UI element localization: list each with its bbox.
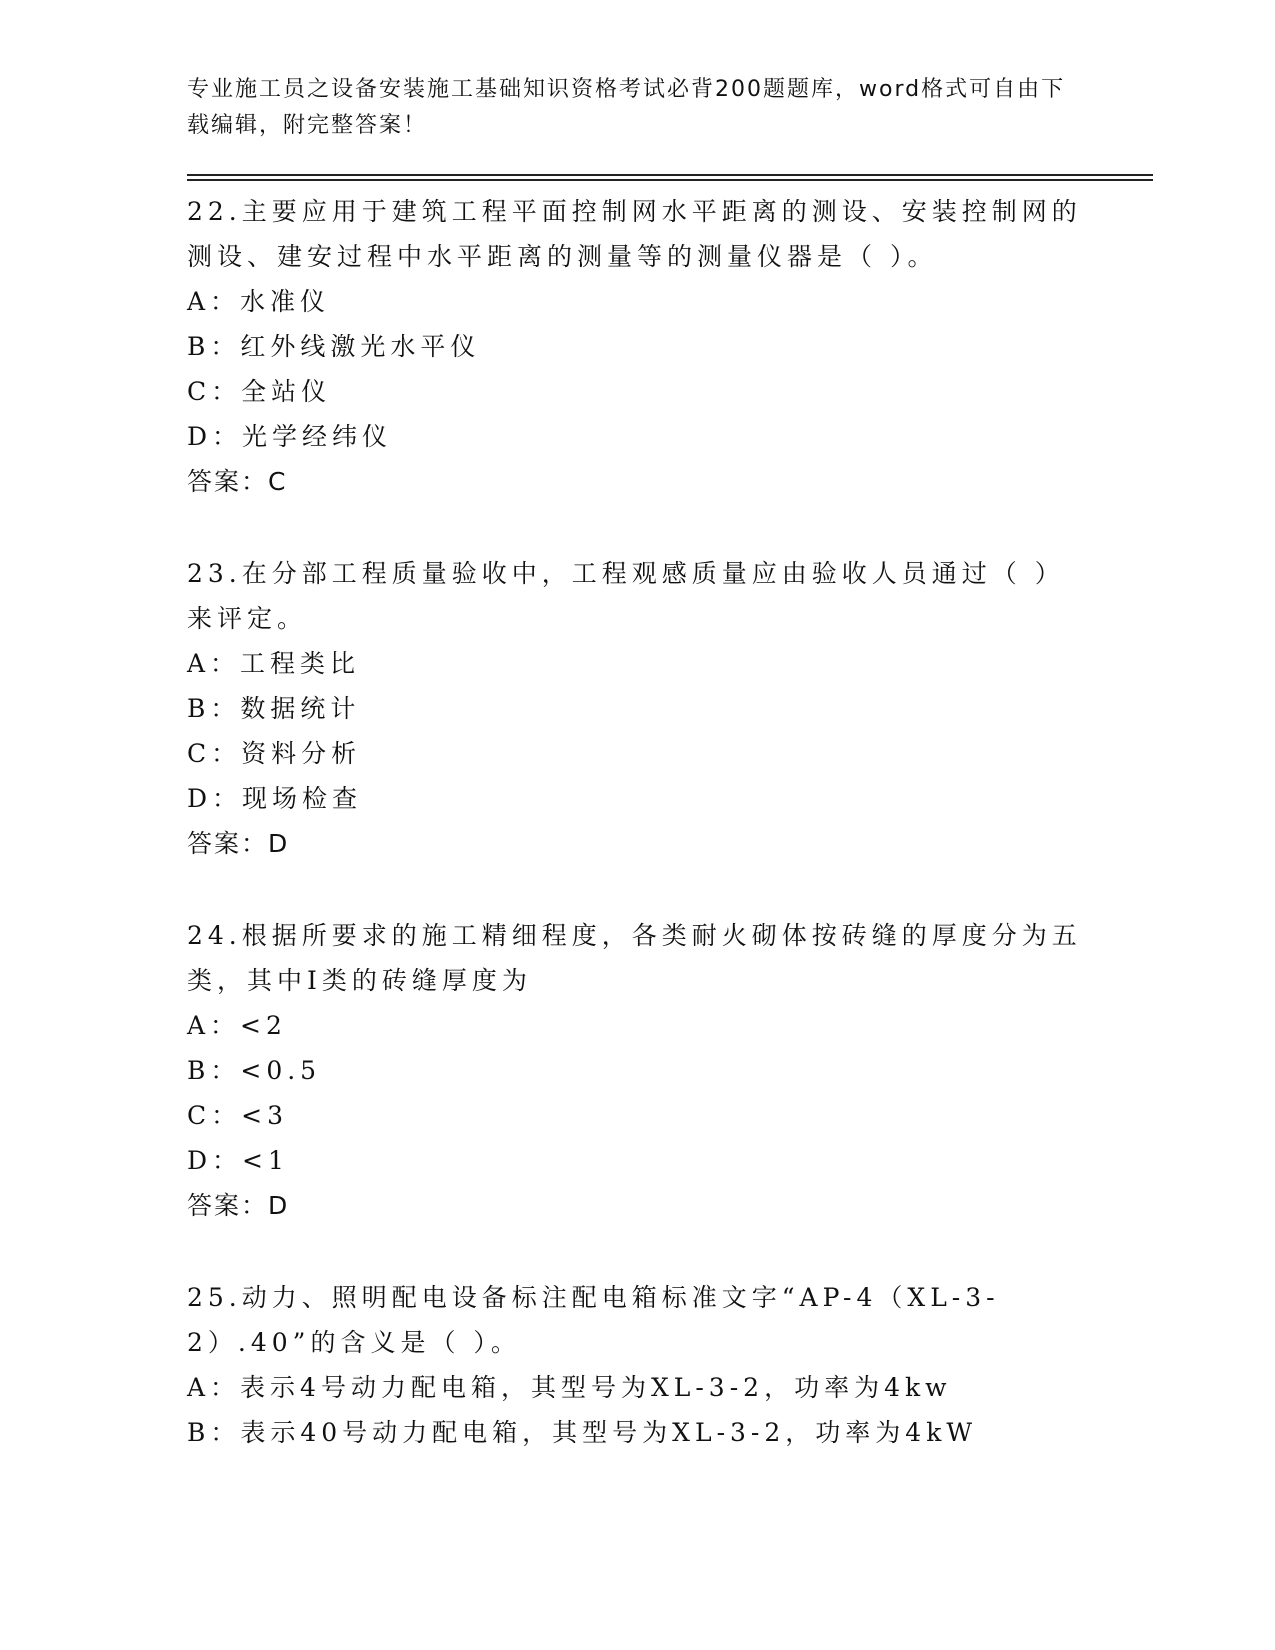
option-c: C：资料分析 [187, 739, 362, 768]
option-b: B：数据统计 [187, 694, 361, 723]
question-stem: 22.主要应用于建筑工程平面控制网水平距离的测设、安装控制网的测设、建安过程中水平距离的测量等的测量仪器是（ ）。 [187, 197, 1082, 271]
header-divider [187, 174, 1153, 181]
option-d: D：现场检查 [187, 784, 363, 813]
option-b: B：表示40号动力配电箱，其型号为XL-3-2，功率为4kW [187, 1418, 978, 1447]
document-page [187, 72, 1153, 1455]
question-stem: 24.根据所要求的施工精细程度，各类耐火砌体按砖缝的厚度分为五类，其中Ⅰ类的砖缝厚度为 [187, 921, 1082, 995]
question-22 [187, 189, 1153, 504]
option-a: A：水准仪 [187, 287, 331, 316]
option-a: A：<2 [187, 1011, 287, 1040]
option-c: C：全站仪 [187, 377, 332, 406]
question-23 [187, 551, 1153, 866]
question-25 [187, 1275, 1153, 1455]
option-b: B：<0.5 [187, 1056, 322, 1085]
answer-line: 答案：D [187, 829, 290, 858]
option-a: A：工程类比 [187, 649, 361, 678]
question-24 [187, 913, 1153, 1228]
answer-line: 答案：C [187, 467, 288, 496]
option-d: D：光学经纬仪 [187, 422, 393, 451]
question-stem: 23.在分部工程质量验收中，工程观感质量应由验收人员通过（ ）来评定。 [187, 559, 1065, 633]
question-stem: 25.动力、照明配电设备标注配电箱标准文字“AP-4（XL-3-2）.40”的含义是（ ）。 [187, 1283, 1000, 1357]
answer-line: 答案：D [187, 1191, 290, 1220]
option-a: A：表示4号动力配电箱，其型号为XL-3-2，功率为4kw [187, 1373, 952, 1402]
option-b: B：红外线激光水平仪 [187, 332, 481, 361]
document-header: 专业施工员之设备安装施工基础知识资格考试必背200题题库，word格式可自由下载编辑，附完整答案！ [187, 77, 1066, 138]
option-d: D：<1 [187, 1146, 289, 1175]
option-c: C：<3 [187, 1101, 288, 1130]
